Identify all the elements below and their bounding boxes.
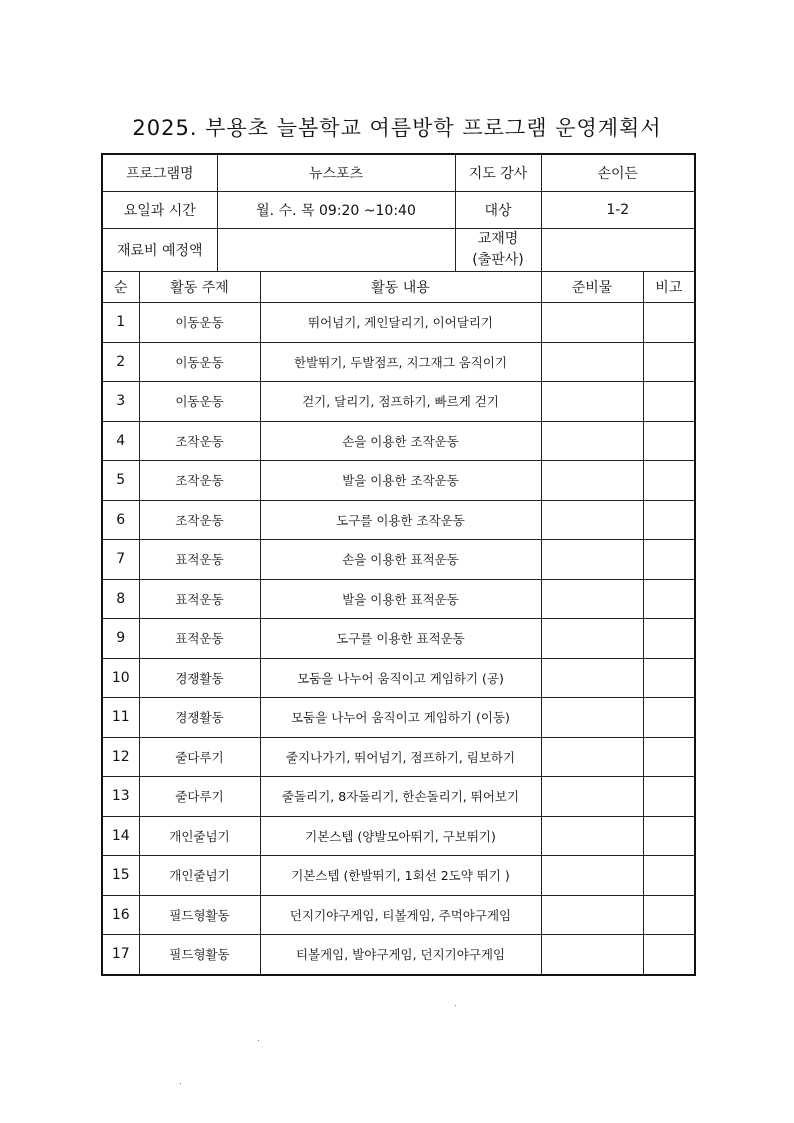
row-remarks [643,421,695,461]
plan-table [101,153,696,976]
table-row [102,777,695,817]
row-content: 기본스텝 (양발모아뛰기, 구보뛰기) [260,816,541,856]
table-row [102,303,695,343]
row-remarks [643,500,695,540]
row-content: 티볼게임, 발야구게임, 던지기야구게임 [260,935,541,975]
row-no: 16 [102,895,139,935]
row-no: 6 [102,500,139,540]
row-remarks [643,777,695,817]
schedule-label: 요일과 시간 [102,192,217,229]
row-topic: 조작운동 [139,421,260,461]
row-topic: 필드형활동 [139,895,260,935]
row-no: 15 [102,856,139,896]
table-row [102,540,695,580]
program-value: 뉴스포츠 [217,154,455,192]
row-content: 발을 이용한 표적운동 [260,579,541,619]
col-content-header: 활동 내용 [260,272,541,303]
textbook-label-line1: 교재명 [477,231,519,247]
table-row [102,382,695,422]
row-content: 손을 이용한 조작운동 [260,421,541,461]
row-content: 한발뛰기, 두발점프, 지그재그 움직이기 [260,342,541,382]
row-supplies [541,619,643,659]
row-topic: 조작운동 [139,461,260,501]
table-row [102,895,695,935]
row-no: 13 [102,777,139,817]
row-remarks [643,698,695,738]
table-row [102,461,695,501]
row-supplies [541,935,643,975]
row-supplies [541,461,643,501]
row-topic: 표적운동 [139,540,260,580]
material-row [102,229,695,272]
row-supplies [541,856,643,896]
row-no: 1 [102,303,139,343]
row-no: 7 [102,540,139,580]
scan-speck [258,1040,259,1041]
row-supplies [541,895,643,935]
target-label: 대상 [455,192,541,229]
table-row [102,658,695,698]
textbook-label [455,229,541,272]
row-supplies [541,382,643,422]
row-no: 11 [102,698,139,738]
table-row [102,698,695,738]
row-supplies [541,579,643,619]
row-supplies [541,816,643,856]
row-content: 모둠을 나누어 움직이고 게임하기 (이동) [260,698,541,738]
row-content: 걷기, 달리기, 점프하기, 빠르게 걷기 [260,382,541,422]
row-topic: 표적운동 [139,619,260,659]
table-row [102,342,695,382]
program-label: 프로그램명 [102,154,217,192]
row-no: 4 [102,421,139,461]
table-row [102,579,695,619]
row-content: 도구를 이용한 조작운동 [260,500,541,540]
row-content: 기본스텝 (한발뛰기, 1회선 2도약 뛰기 ) [260,856,541,896]
table-row [102,935,695,975]
row-topic: 필드형활동 [139,935,260,975]
table-row [102,500,695,540]
col-topic-header: 활동 주제 [139,272,260,303]
row-remarks [643,619,695,659]
row-remarks [643,382,695,422]
row-no: 8 [102,579,139,619]
row-remarks [643,303,695,343]
row-remarks [643,895,695,935]
row-topic: 표적운동 [139,579,260,619]
activity-rows [102,303,695,975]
table-row [102,816,695,856]
row-topic: 줄다루기 [139,777,260,817]
col-no-header: 순 [102,272,139,303]
row-supplies [541,698,643,738]
col-remarks-header: 비고 [643,272,695,303]
instructor-label: 지도 강사 [455,154,541,192]
row-content: 던지기야구게임, 티볼게임, 주먹야구게임 [260,895,541,935]
row-no: 14 [102,816,139,856]
row-no: 9 [102,619,139,659]
row-topic: 경쟁활동 [139,698,260,738]
table-row [102,856,695,896]
row-content: 손을 이용한 표적운동 [260,540,541,580]
row-supplies [541,500,643,540]
table-row [102,619,695,659]
row-remarks [643,579,695,619]
row-topic: 조작운동 [139,500,260,540]
row-content: 도구를 이용한 표적운동 [260,619,541,659]
row-no: 12 [102,737,139,777]
col-supplies-header: 준비물 [541,272,643,303]
row-no: 10 [102,658,139,698]
row-no: 2 [102,342,139,382]
row-supplies [541,540,643,580]
row-supplies [541,777,643,817]
row-topic: 개인줄넘기 [139,816,260,856]
document-title: 2025. 부용초 늘봄학교 여름방학 프로그램 운영계획서 [132,116,662,140]
material-cost-value [217,229,455,272]
target-value: 1-2 [541,192,695,229]
row-supplies [541,658,643,698]
row-content: 줄지나가기, 뛰어넘기, 점프하기, 림보하기 [260,737,541,777]
row-no: 5 [102,461,139,501]
row-content: 뛰어넘기, 게인달리기, 이어달리기 [260,303,541,343]
row-no: 17 [102,935,139,975]
textbook-value [541,229,695,272]
row-content: 발을 이용한 조작운동 [260,461,541,501]
row-remarks [643,540,695,580]
schedule-row [102,192,695,229]
row-content: 모둠을 나누어 움직이고 게임하기 (공) [260,658,541,698]
row-topic: 이동운동 [139,342,260,382]
row-topic: 개인줄넘기 [139,856,260,896]
row-remarks [643,935,695,975]
instructor-value: 손이든 [541,154,695,192]
column-header-row [102,272,695,303]
row-remarks [643,461,695,501]
scan-speck [180,1083,181,1084]
material-cost-label: 재료비 예정액 [102,229,217,272]
table-row [102,421,695,461]
row-remarks [643,856,695,896]
row-supplies [541,421,643,461]
program-row [102,154,695,192]
scan-speck [455,1005,456,1006]
row-topic: 경쟁활동 [139,658,260,698]
row-remarks [643,737,695,777]
row-topic: 이동운동 [139,382,260,422]
row-no: 3 [102,382,139,422]
row-content: 줄돌리기, 8자돌리기, 한손돌리기, 뛰어보기 [260,777,541,817]
row-supplies [541,342,643,382]
textbook-label-line2: (출판사) [472,252,524,268]
row-remarks [643,658,695,698]
row-remarks [643,342,695,382]
row-topic: 이동운동 [139,303,260,343]
row-topic: 줄다루기 [139,737,260,777]
row-remarks [643,816,695,856]
row-supplies [541,303,643,343]
schedule-value: 월. 수. 목 09:20 ~10:40 [217,192,455,229]
table-row [102,737,695,777]
row-supplies [541,737,643,777]
